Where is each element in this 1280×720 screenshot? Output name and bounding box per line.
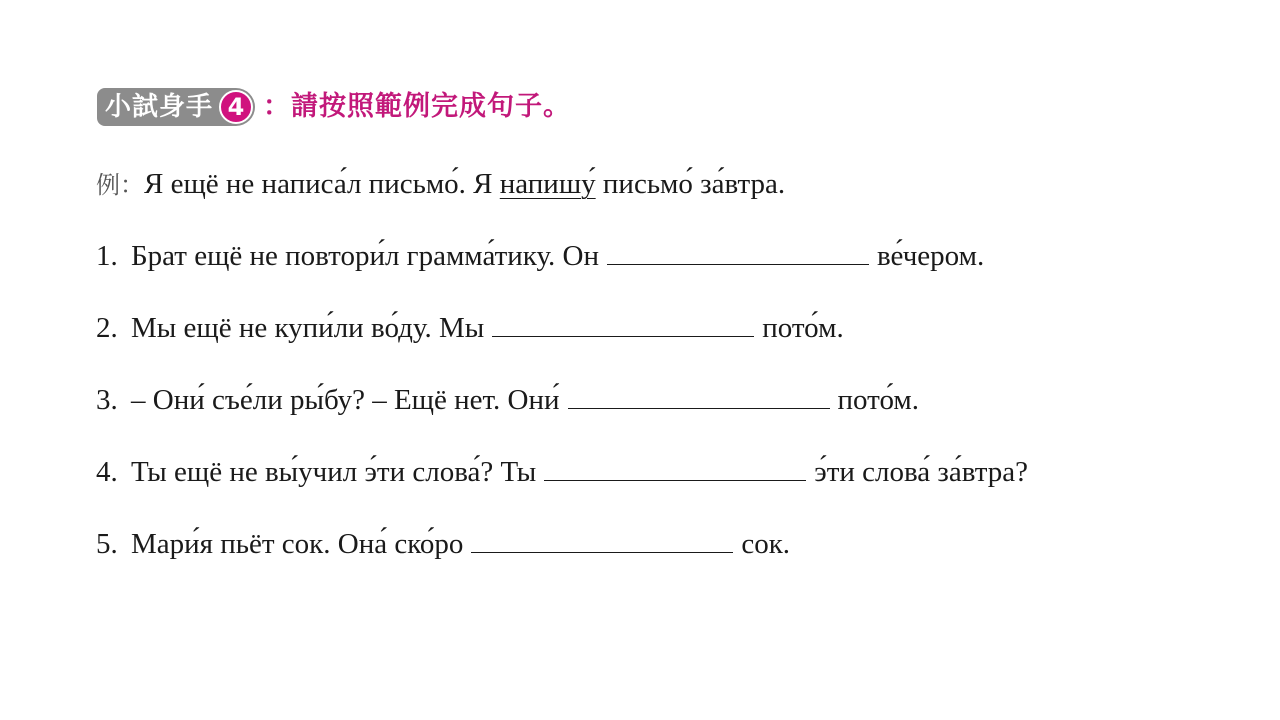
- item-text-before: Ты ещё не вы́учил э́ти слова́? Ты: [131, 456, 537, 488]
- answer-blank[interactable]: [471, 528, 733, 553]
- item-number: 4.: [96, 456, 118, 488]
- item-text-after: ве́чером.: [877, 240, 985, 272]
- badge-number: 4: [219, 90, 253, 124]
- example-sentence: [96, 167, 785, 202]
- answer-blank[interactable]: [492, 312, 754, 337]
- exercise-item: [96, 311, 844, 345]
- answer-blank[interactable]: [607, 240, 869, 265]
- item-text-before: Брат ещё не повтори́л грамма́тику. Он: [131, 240, 600, 272]
- exercise-badge: [97, 88, 255, 126]
- item-number: 2.: [96, 312, 118, 344]
- answer-blank[interactable]: [544, 456, 806, 481]
- example-label: 例：: [96, 171, 144, 199]
- exercise-item: [96, 383, 919, 417]
- exercise-header: [97, 87, 571, 127]
- item-number: 3.: [96, 384, 118, 416]
- example-text-after: письмо́ за́втра.: [595, 168, 786, 200]
- badge-label: 小試身手: [105, 92, 214, 122]
- item-text-before: – Они́ съе́ли ры́бу? – Ещё нет. Они́: [131, 384, 560, 416]
- item-number: 1.: [96, 240, 118, 272]
- item-text-before: Мы ещё не купи́ли во́ду. Мы: [131, 312, 485, 344]
- item-number: 5.: [96, 528, 118, 560]
- example-answer: напишу́: [499, 168, 596, 200]
- exercise-item: [96, 455, 1028, 489]
- item-text-after: пото́м.: [762, 312, 844, 344]
- exercise-item: [96, 527, 790, 561]
- exercise-item: [96, 239, 984, 273]
- example-text-before: Я ещё не написа́л письмо́. Я: [144, 168, 500, 200]
- item-text-after: сок.: [741, 528, 791, 560]
- item-text-after: пото́м.: [837, 384, 919, 416]
- answer-blank[interactable]: [568, 384, 830, 409]
- item-text-before: Мари́я пьёт сок. Она́ ско́ро: [131, 528, 464, 560]
- exercise-instruction: ：請按照範例完成句子。: [263, 91, 572, 122]
- item-text-after: э́ти слова́ за́втра?: [814, 456, 1028, 488]
